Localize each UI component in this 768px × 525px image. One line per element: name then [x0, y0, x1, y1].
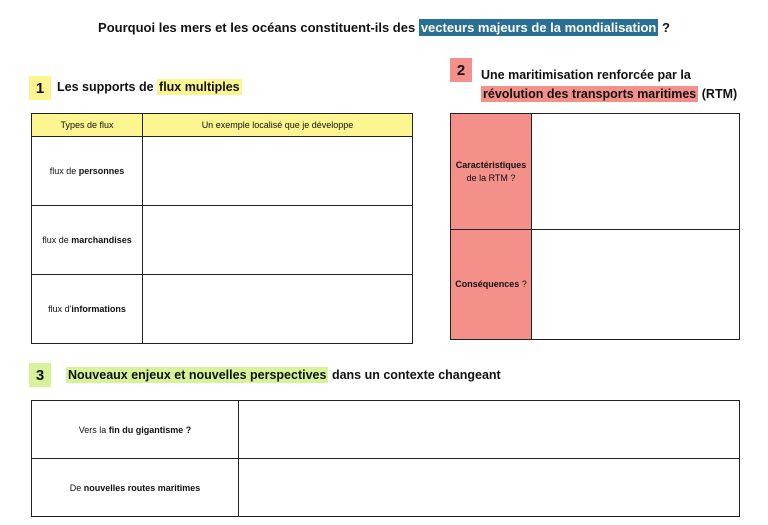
table-row [32, 401, 740, 459]
rtm-table [450, 113, 740, 340]
section-2-heading-suffix: (RTM) [701, 87, 738, 101]
section-2-number: 2 [450, 58, 472, 82]
section-1-heading-text: Les supports de [57, 80, 154, 94]
table-row [32, 206, 413, 275]
row-label-consequences [451, 230, 532, 340]
table-row [32, 459, 740, 517]
flows-table [31, 113, 413, 344]
row-label-prefix: De [69, 482, 82, 493]
section-1-heading-highlight: flux multiples [159, 80, 240, 94]
column-header-types: Types de flux [32, 114, 143, 137]
row-label-rest: de la RTM ? [466, 172, 516, 183]
answer-cell-gigantisme[interactable] [239, 401, 740, 459]
row-label-personnes [32, 137, 143, 206]
row-label-bold: fin du gigantisme ? [108, 424, 192, 435]
row-label-bold: informations [71, 304, 126, 314]
row-label-bold: Caractéristiques [455, 159, 527, 170]
answer-cell-routes[interactable] [239, 459, 740, 517]
title-highlight: vecteurs majeurs de la mondialisation [420, 20, 657, 35]
section-2-heading-line2 [481, 85, 737, 104]
page-title [0, 20, 768, 35]
row-label-informations [32, 275, 143, 344]
section-1-heading [57, 80, 242, 94]
answer-cell-informations[interactable] [143, 275, 413, 344]
row-label-bold: nouvelles routes maritimes [83, 482, 201, 493]
section-3-heading-highlight: Nouveaux enjeux et nouvelles perspectives [68, 368, 327, 382]
answer-cell-consequences[interactable] [532, 230, 740, 340]
table-row [32, 137, 413, 206]
section-3-number: 3 [29, 363, 51, 387]
table-row [451, 230, 740, 340]
title-text: Pourquoi les mers et les océans constituent-ils des [98, 20, 416, 35]
title-question-mark: ? [661, 20, 670, 35]
row-label-bold: marchandises [71, 235, 132, 245]
section-2-heading [481, 66, 737, 104]
perspectives-table [31, 400, 740, 517]
answer-cell-personnes[interactable] [143, 137, 413, 206]
row-label-prefix: flux de [49, 166, 77, 176]
row-label-marchandises [32, 206, 143, 275]
row-label-bold: personnes [78, 166, 125, 176]
row-label-bold: Conséquences [455, 279, 520, 289]
answer-cell-caracteristiques[interactable] [532, 114, 740, 230]
row-label-prefix: flux d' [48, 304, 72, 314]
section-3-heading-text: dans un contexte changeant [331, 368, 501, 382]
row-label-caracteristiques [451, 114, 532, 230]
row-label-prefix: flux de [42, 235, 69, 245]
section-1-number: 1 [29, 76, 51, 100]
flows-table-header [32, 114, 413, 137]
row-label-rest: ? [521, 279, 527, 289]
row-label-prefix: Vers la [78, 424, 107, 435]
row-label-routes [32, 459, 239, 517]
section-3-heading [66, 368, 501, 382]
section-2-heading-highlight: révolution des transports maritimes [483, 87, 697, 101]
answer-cell-marchandises[interactable] [143, 206, 413, 275]
table-row [32, 275, 413, 344]
column-header-example: Un exemple localisé que je développe [143, 114, 413, 137]
table-row [451, 114, 740, 230]
row-label-gigantisme [32, 401, 239, 459]
section-2-heading-line1: Une maritimisation renforcée par la [481, 68, 691, 82]
